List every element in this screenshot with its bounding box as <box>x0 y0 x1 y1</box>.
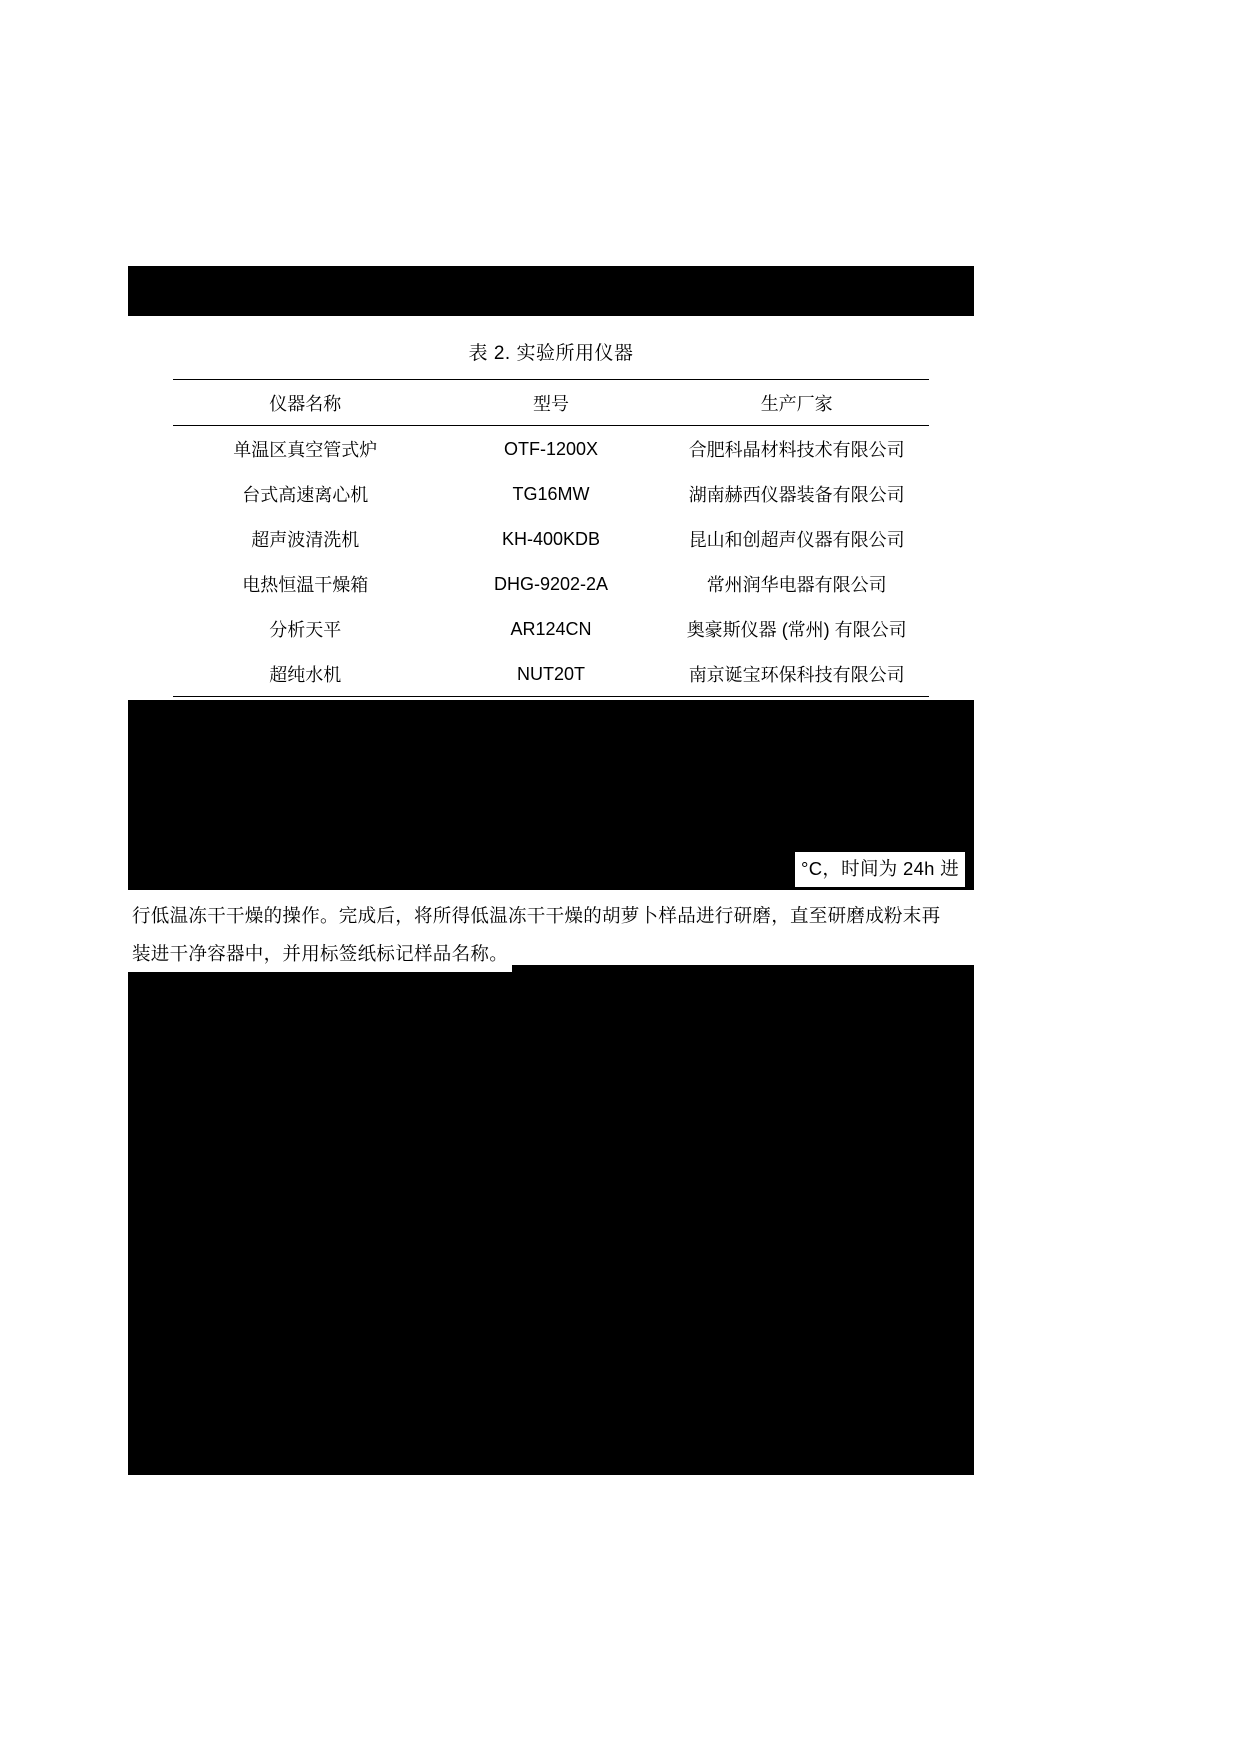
redaction-block-top <box>128 266 974 316</box>
cell-manufacturer: 合肥科晶材料技术有限公司 <box>688 440 905 460</box>
table-row <box>173 471 929 516</box>
table-row <box>173 561 929 606</box>
cell-model: AR124CN <box>510 618 592 639</box>
cell-model: NUT20T <box>438 651 665 697</box>
table-caption: 表 2. 实验所用仪器 <box>468 343 634 364</box>
table-row <box>173 516 929 561</box>
instrument-table <box>173 379 929 697</box>
table-header-row <box>173 380 929 426</box>
cell-model: DHG-9202-2A <box>493 573 609 594</box>
redaction-block-bottom <box>128 965 974 1475</box>
body-text-line-3: 装进干净容器中，并用标签纸标记样品名称。 <box>128 936 512 972</box>
cell-manufacturer: 昆山和创超声仪器有限公司 <box>688 530 905 550</box>
table-row <box>173 606 929 651</box>
column-header-instrument-name: 仪器名称 <box>269 394 342 414</box>
cell-instrument-name: 台式高速离心机 <box>242 485 369 505</box>
cell-manufacturer: 常州润华电器有限公司 <box>706 575 887 595</box>
cell-manufacturer: 湖南赫西仪器装备有限公司 <box>688 485 905 505</box>
body-text-line-2: 行低温冻干干燥的操作。完成后，将所得低温冻干干燥的胡萝卜样品进行研磨，直至研磨成粉末再 <box>128 898 976 934</box>
cell-model: KH-400KDB <box>501 528 601 549</box>
column-header-manufacturer: 生产厂家 <box>760 394 833 414</box>
cell-instrument-name: 超纯水机 <box>173 651 438 697</box>
cell-manufacturer: 奥豪斯仪器 (常州) 有限公司 <box>686 620 907 640</box>
body-text-line-1: °C，时间为 24h 进 <box>795 852 965 887</box>
column-header-model: 型号 <box>532 394 569 414</box>
table-row <box>173 651 929 697</box>
cell-instrument-name: 电热恒温干燥箱 <box>242 575 369 595</box>
cell-manufacturer: 南京诞宝环保科技有限公司 <box>664 651 929 697</box>
cell-model: TG16MW <box>512 483 590 504</box>
cell-instrument-name: 分析天平 <box>269 620 342 640</box>
instrument-table-card <box>128 316 974 700</box>
cell-instrument-name: 超声波清洗机 <box>251 530 360 550</box>
cell-instrument-name: 单温区真空管式炉 <box>233 440 378 460</box>
table-row <box>173 426 929 472</box>
cell-model: OTF-1200X <box>503 438 599 459</box>
